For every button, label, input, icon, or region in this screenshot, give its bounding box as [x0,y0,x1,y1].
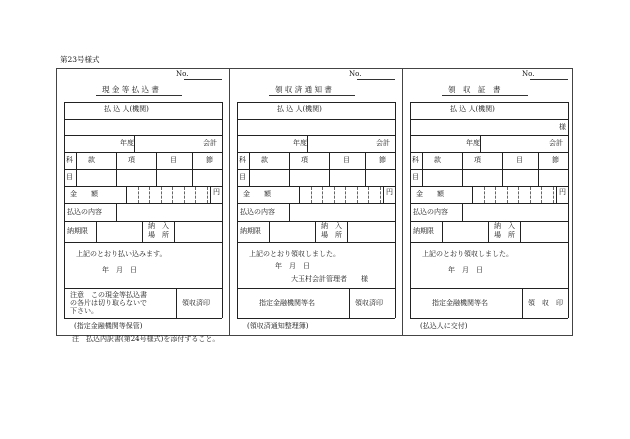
form-title: 領 収 証 書 [448,85,501,94]
place-label-2: 場 所 [321,231,342,239]
moku-label: 目 [239,173,246,181]
place-label-1: 納 入 [148,222,169,230]
form-title: 領 収 済 通 知 書 [275,85,332,94]
bank-name-label: 指定金融機関等名 [432,299,488,307]
subject-header: 節 [206,156,213,164]
amount-label: 金 額 [243,190,271,198]
deadline-label: 納期限 [413,227,434,235]
confirmation-message: 上記のとおり領収しました。 [422,250,513,258]
subject-header: 項 [301,156,308,164]
date-label: 年 月 日 [102,266,137,274]
confirmation-message: 上記のとおり払い込みます。 [76,250,167,258]
subject-header: 款 [261,156,268,164]
deadline-label: 納期限 [240,227,261,235]
moku-label: 目 [412,173,419,181]
payer-label: 払 込 人(機関) [277,105,322,113]
kaikei-label: 会計 [549,139,563,147]
panel-footer: (払込人に交付) [420,322,468,330]
subject-header: 目 [516,156,523,164]
form-number: 第23号様式 [60,55,100,64]
note-line: 注意 この現金等払込書 [70,291,147,299]
subject-header: 科 [66,156,73,164]
content-label: 払込の内容 [240,208,275,216]
yen-label: 円 [386,188,393,196]
subject-header: 款 [88,156,95,164]
kaikei-label: 会計 [203,139,217,147]
place-label-1: 納 入 [321,222,342,230]
number-label: No. [349,70,362,78]
bottom-note: 注 払込内訳書(第24号様式)を添付すること。 [72,335,220,343]
date-label: 年 月 日 [275,262,310,270]
stamp-label: 領収済印 [355,299,383,307]
form-title: 現 金 等 払 込 書 [102,85,159,94]
nendo-label: 年度 [466,139,480,147]
payer-label: 払 込 人(機関) [450,105,495,113]
subject-header: 項 [128,156,135,164]
form-frame [56,68,573,336]
subject-header: 科 [412,156,419,164]
panel-footer: (指定金融機関等保管) [74,322,143,330]
payer-label: 払 込 人(機関) [104,105,149,113]
deadline-label: 納期限 [67,227,88,235]
subject-header: 節 [379,156,386,164]
subject-header: 目 [170,156,177,164]
place-label-2: 場 所 [148,231,169,239]
nendo-label: 年度 [293,139,307,147]
panel-footer: (領収済通知整理簿) [247,322,309,330]
moku-label: 目 [66,173,73,181]
subject-header: 項 [474,156,481,164]
content-label: 払込の内容 [413,208,448,216]
place-label-2: 場 所 [494,231,515,239]
amount-label: 金 額 [416,190,444,198]
subject-header: 目 [343,156,350,164]
sama-label: 様 [559,123,566,131]
official-name: 大玉村会計管理者 様 [291,275,368,283]
stamp-label: 領収済印 [182,299,210,307]
stamp-label: 領 収 印 [528,299,563,307]
nendo-label: 年度 [120,139,134,147]
number-label: No. [176,70,189,78]
confirmation-message: 上記のとおり領収しました。 [249,250,340,258]
kaikei-label: 会計 [376,139,390,147]
subject-header: 節 [552,156,559,164]
subject-header: 科 [239,156,246,164]
amount-label: 金 額 [70,190,98,198]
place-label-1: 納 入 [494,222,515,230]
yen-label: 円 [213,188,220,196]
note-line: 下さい。 [70,307,98,315]
date-label: 年 月 日 [448,266,483,274]
note-line: の各片は切り取らないで [70,299,147,307]
number-label: No. [522,70,535,78]
bank-name-label: 指定金融機関等名 [259,299,315,307]
content-label: 払込の内容 [67,208,102,216]
subject-header: 款 [434,156,441,164]
yen-label: 円 [559,188,566,196]
